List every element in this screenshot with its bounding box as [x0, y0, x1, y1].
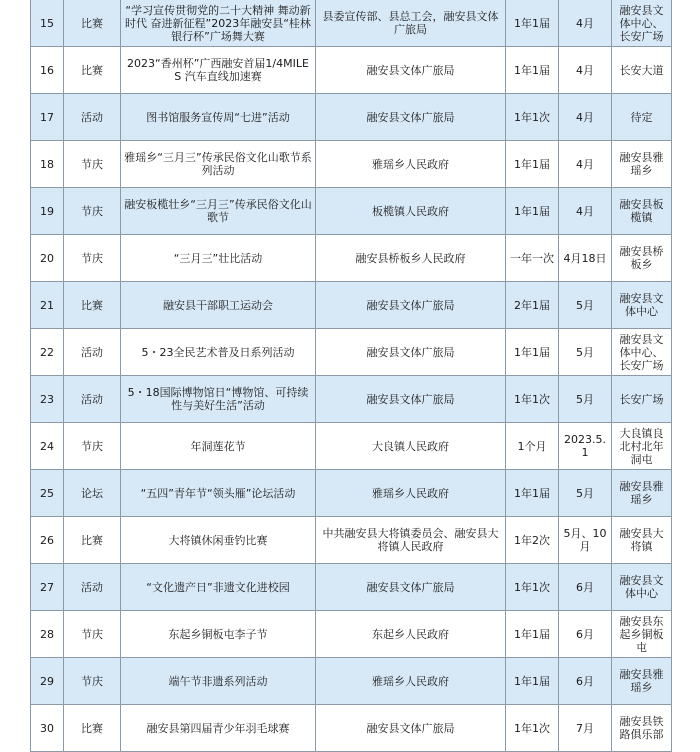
event-place-cell: 融安县板榄镇 — [612, 188, 672, 235]
row-number-cell: 29 — [31, 658, 64, 705]
row-number-cell: 18 — [31, 141, 64, 188]
event-place-cell: 长安广场 — [612, 376, 672, 423]
organizer-cell: 雅瑶乡人民政府 — [316, 470, 506, 517]
event-name-cell: 东起乡铜板屯李子节 — [121, 611, 316, 658]
table-row — [31, 141, 672, 188]
table-row — [31, 188, 672, 235]
organizer-cell: 融安县桥板乡人民政府 — [316, 235, 506, 282]
events-table — [30, 0, 672, 752]
event-time-cell: 5月 — [559, 329, 612, 376]
organizer-cell: 大良镇人民政府 — [316, 423, 506, 470]
event-name-cell: “学习宣传贯彻党的二十大精神 舞动新时代 奋进新征程”2023年融安县“桂林银行杯”广场舞大赛 — [121, 0, 316, 47]
table-row — [31, 658, 672, 705]
event-place-cell: 融安县东起乡铜板屯 — [612, 611, 672, 658]
organizer-cell: 雅瑶乡人民政府 — [316, 141, 506, 188]
event-name-cell: “文化遗产日”非遗文化进校园 — [121, 564, 316, 611]
event-place-cell: 长安大道 — [612, 47, 672, 94]
row-number-cell: 19 — [31, 188, 64, 235]
table-row — [31, 376, 672, 423]
table-row — [31, 0, 672, 47]
events-table-body — [31, 0, 672, 752]
event-type-cell: 比赛 — [64, 0, 121, 47]
organizer-cell: 融安县文体广旅局 — [316, 705, 506, 752]
event-type-cell: 节庆 — [64, 141, 121, 188]
event-type-cell: 比赛 — [64, 517, 121, 564]
table-row — [31, 705, 672, 752]
event-place-cell: 大良镇良北村北年洞屯 — [612, 423, 672, 470]
table-row — [31, 94, 672, 141]
frequency-cell: 1年1届 — [506, 188, 559, 235]
organizer-cell: 融安县文体广旅局 — [316, 564, 506, 611]
event-type-cell: 节庆 — [64, 423, 121, 470]
event-time-cell: 5月 — [559, 470, 612, 517]
organizer-cell: 融安县文体广旅局 — [316, 47, 506, 94]
event-name-cell: 5・23全民艺术普及日系列活动 — [121, 329, 316, 376]
table-row — [31, 282, 672, 329]
event-time-cell: 4月 — [559, 141, 612, 188]
organizer-cell: 融安县文体广旅局 — [316, 329, 506, 376]
table-row — [31, 564, 672, 611]
row-number-cell: 28 — [31, 611, 64, 658]
organizer-cell: 融安县文体广旅局 — [316, 282, 506, 329]
organizer-cell: 融安县文体广旅局 — [316, 376, 506, 423]
row-number-cell: 24 — [31, 423, 64, 470]
row-number-cell: 26 — [31, 517, 64, 564]
event-name-cell: 雅瑶乡“三月三”传承民俗文化山歌节系列活动 — [121, 141, 316, 188]
organizer-cell: 融安县文体广旅局 — [316, 94, 506, 141]
frequency-cell: 1年1届 — [506, 0, 559, 47]
event-time-cell: 4月18日 — [559, 235, 612, 282]
frequency-cell: 1年1届 — [506, 658, 559, 705]
table-row — [31, 611, 672, 658]
event-type-cell: 活动 — [64, 564, 121, 611]
event-time-cell: 5月、10月 — [559, 517, 612, 564]
row-number-cell: 21 — [31, 282, 64, 329]
table-row — [31, 47, 672, 94]
frequency-cell: 1年1届 — [506, 47, 559, 94]
event-place-cell: 融安县铁路俱乐部 — [612, 705, 672, 752]
event-name-cell: 融安县干部职工运动会 — [121, 282, 316, 329]
event-time-cell: 2023.5.1 — [559, 423, 612, 470]
table-row — [31, 423, 672, 470]
event-time-cell: 4月 — [559, 94, 612, 141]
event-type-cell: 节庆 — [64, 658, 121, 705]
event-time-cell: 5月 — [559, 282, 612, 329]
event-place-cell: 融安县雅瑶乡 — [612, 141, 672, 188]
event-place-cell: 融安县桥板乡 — [612, 235, 672, 282]
frequency-cell: 1年1次 — [506, 94, 559, 141]
event-type-cell: 节庆 — [64, 188, 121, 235]
frequency-cell: 1个月 — [506, 423, 559, 470]
event-name-cell: 图书馆服务宣传周“七进”活动 — [121, 94, 316, 141]
event-time-cell: 5月 — [559, 376, 612, 423]
event-place-cell: 融安县雅瑶乡 — [612, 658, 672, 705]
event-place-cell: 融安县文体中心、长安广场 — [612, 329, 672, 376]
table-row — [31, 470, 672, 517]
event-type-cell: 活动 — [64, 94, 121, 141]
event-name-cell: 端午节非遗系列活动 — [121, 658, 316, 705]
organizer-cell: 板榄镇人民政府 — [316, 188, 506, 235]
event-time-cell: 6月 — [559, 658, 612, 705]
event-time-cell: 6月 — [559, 564, 612, 611]
frequency-cell: 1年1次 — [506, 705, 559, 752]
frequency-cell: 1年1届 — [506, 470, 559, 517]
table-row — [31, 329, 672, 376]
row-number-cell: 30 — [31, 705, 64, 752]
event-type-cell: 节庆 — [64, 235, 121, 282]
event-place-cell: 融安县雅瑶乡 — [612, 470, 672, 517]
event-time-cell: 4月 — [559, 188, 612, 235]
row-number-cell: 17 — [31, 94, 64, 141]
frequency-cell: 1年1次 — [506, 376, 559, 423]
event-place-cell: 融安县文体中心、长安广场 — [612, 0, 672, 47]
frequency-cell: 2年1届 — [506, 282, 559, 329]
event-place-cell: 待定 — [612, 94, 672, 141]
event-name-cell: “三月三”壮比活动 — [121, 235, 316, 282]
event-time-cell: 4月 — [559, 0, 612, 47]
event-name-cell: 年洞莲花节 — [121, 423, 316, 470]
row-number-cell: 16 — [31, 47, 64, 94]
frequency-cell: 一年一次 — [506, 235, 559, 282]
event-type-cell: 比赛 — [64, 705, 121, 752]
frequency-cell: 1年1届 — [506, 141, 559, 188]
event-type-cell: 比赛 — [64, 47, 121, 94]
frequency-cell: 1年1届 — [506, 329, 559, 376]
event-type-cell: 比赛 — [64, 282, 121, 329]
table-row — [31, 517, 672, 564]
row-number-cell: 23 — [31, 376, 64, 423]
event-name-cell: “五四”青年节“领头雁”论坛活动 — [121, 470, 316, 517]
organizer-cell: 雅瑶乡人民政府 — [316, 658, 506, 705]
organizer-cell: 县委宣传部、县总工会，融安县文体广旅局 — [316, 0, 506, 47]
row-number-cell: 27 — [31, 564, 64, 611]
event-name-cell: 融安县第四届青少年羽毛球赛 — [121, 705, 316, 752]
event-type-cell: 论坛 — [64, 470, 121, 517]
organizer-cell: 中共融安县大将镇委员会、融安县大将镇人民政府 — [316, 517, 506, 564]
event-time-cell: 4月 — [559, 47, 612, 94]
frequency-cell: 1年2次 — [506, 517, 559, 564]
event-name-cell: 5・18国际博物馆日“博物馆、可持续性与美好生活”活动 — [121, 376, 316, 423]
table-row — [31, 235, 672, 282]
frequency-cell: 1年1次 — [506, 564, 559, 611]
event-place-cell: 融安县文体中心 — [612, 282, 672, 329]
event-type-cell: 节庆 — [64, 611, 121, 658]
event-type-cell: 活动 — [64, 376, 121, 423]
row-number-cell: 15 — [31, 0, 64, 47]
event-name-cell: 2023“香州杯”广西融安首届1/4MILES 汽车直线加速赛 — [121, 47, 316, 94]
organizer-cell: 东起乡人民政府 — [316, 611, 506, 658]
row-number-cell: 20 — [31, 235, 64, 282]
event-place-cell: 融安县大将镇 — [612, 517, 672, 564]
row-number-cell: 22 — [31, 329, 64, 376]
event-time-cell: 6月 — [559, 611, 612, 658]
event-type-cell: 活动 — [64, 329, 121, 376]
frequency-cell: 1年1届 — [506, 611, 559, 658]
event-name-cell: 融安板榄壮乡“三月三”传承民俗文化山歌节 — [121, 188, 316, 235]
event-time-cell: 7月 — [559, 705, 612, 752]
event-place-cell: 融安县文体中心 — [612, 564, 672, 611]
event-name-cell: 大将镇休闲垂钓比赛 — [121, 517, 316, 564]
row-number-cell: 25 — [31, 470, 64, 517]
